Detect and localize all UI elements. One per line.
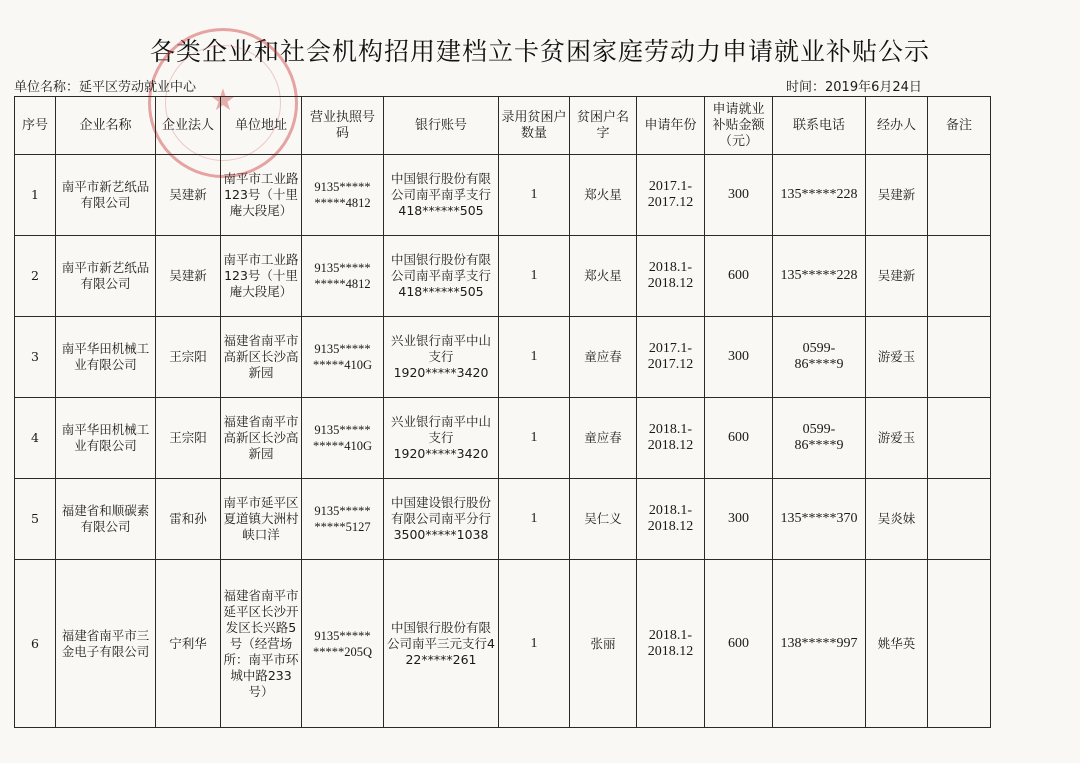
header-cell: 经办人 [866, 97, 928, 155]
phone-cell: 0599- 86****9 [773, 317, 866, 398]
header-cell: 银行账号 [384, 97, 499, 155]
license-cell: 9135***** *****205Q [302, 560, 384, 728]
legal-rep-cell: 王宗阳 [156, 317, 221, 398]
year-cell: 2017.1- 2017.12 [637, 155, 705, 236]
poor-household-cell: 吴仁义 [570, 479, 637, 560]
handler-cell: 游爱玉 [866, 317, 928, 398]
header-cell: 联系电话 [773, 97, 866, 155]
address-cell: 南平市工业路123号（十里庵大段尾） [221, 155, 302, 236]
publish-date: 时间：2019年6月24日 [786, 80, 922, 95]
company-cell: 南平市新艺纸品有限公司 [56, 155, 156, 236]
legal-rep-cell: 宁利华 [156, 560, 221, 728]
header-cell: 贫困户名字 [570, 97, 637, 155]
phone-cell: 135*****228 [773, 155, 866, 236]
note-cell [928, 560, 991, 728]
header-cell: 录用贫困户数量 [499, 97, 570, 155]
license-cell: 9135***** *****4812 [302, 236, 384, 317]
bank-account-cell: 中国银行股份有限公司南平南孚支行 418******505 [384, 236, 499, 317]
note-cell [928, 479, 991, 560]
note-cell [928, 317, 991, 398]
year-cell: 2018.1- 2018.12 [637, 236, 705, 317]
header-cell: 企业法人 [156, 97, 221, 155]
address-cell: 福建省南平市高新区长沙高新园 [221, 317, 302, 398]
legal-rep-cell: 吴建新 [156, 236, 221, 317]
address-cell: 福建省南平市延平区长沙开发区长兴路5号（经营场所：南平市环城中路233号） [221, 560, 302, 728]
header-cell: 申请年份 [637, 97, 705, 155]
header-cell: 备注 [928, 97, 991, 155]
bank-account-cell: 中国银行股份有限公司南平三元支行422*****261 [384, 560, 499, 728]
phone-cell: 135*****370 [773, 479, 866, 560]
address-cell: 福建省南平市高新区长沙高新园 [221, 398, 302, 479]
header-cell: 申请就业补贴金额（元） [705, 97, 773, 155]
count-cell: 1 [499, 317, 570, 398]
table-header-row [15, 97, 991, 155]
license-cell: 9135***** *****410G [302, 317, 384, 398]
subsidy-table [14, 96, 991, 728]
poor-household-cell: 郑火星 [570, 236, 637, 317]
seq-cell: 1 [15, 155, 56, 236]
phone-cell: 135*****228 [773, 236, 866, 317]
license-cell: 9135***** *****4812 [302, 155, 384, 236]
table-row [15, 236, 991, 317]
poor-household-cell: 张丽 [570, 560, 637, 728]
company-cell: 南平市新艺纸品有限公司 [56, 236, 156, 317]
handler-cell: 姚华英 [866, 560, 928, 728]
count-cell: 1 [499, 236, 570, 317]
company-cell: 南平华田机械工业有限公司 [56, 317, 156, 398]
note-cell [928, 236, 991, 317]
handler-cell: 吴建新 [866, 236, 928, 317]
count-cell: 1 [499, 479, 570, 560]
amount-cell: 600 [705, 560, 773, 728]
header-cell: 单位地址 [221, 97, 302, 155]
seq-cell: 2 [15, 236, 56, 317]
poor-household-cell: 郑火星 [570, 155, 637, 236]
address-cell: 南平市延平区夏道镇大洲村峡口洋 [221, 479, 302, 560]
bank-account-cell: 兴业银行南平中山支行 1920*****3420 [384, 317, 499, 398]
poor-household-cell: 童应春 [570, 317, 637, 398]
count-cell: 1 [499, 398, 570, 479]
company-cell: 福建省和顺碳素有限公司 [56, 479, 156, 560]
legal-rep-cell: 王宗阳 [156, 398, 221, 479]
phone-cell: 0599- 86****9 [773, 398, 866, 479]
legal-rep-cell: 吴建新 [156, 155, 221, 236]
table-row [15, 155, 991, 236]
poor-household-cell: 童应春 [570, 398, 637, 479]
header-cell: 企业名称 [56, 97, 156, 155]
bank-account-cell: 兴业银行南平中山支行 1920*****3420 [384, 398, 499, 479]
handler-cell: 吴炎妹 [866, 479, 928, 560]
note-cell [928, 155, 991, 236]
license-cell: 9135***** *****410G [302, 398, 384, 479]
seq-cell: 3 [15, 317, 56, 398]
handler-cell: 吴建新 [866, 155, 928, 236]
amount-cell: 300 [705, 479, 773, 560]
header-cell: 营业执照号码 [302, 97, 384, 155]
year-cell: 2017.1- 2017.12 [637, 317, 705, 398]
year-cell: 2018.1- 2018.12 [637, 560, 705, 728]
amount-cell: 300 [705, 155, 773, 236]
company-cell: 福建省南平市三金电子有限公司 [56, 560, 156, 728]
unit-name: 单位名称：延平区劳动就业中心 [14, 80, 197, 95]
seal-star-icon: ★ [209, 83, 237, 118]
year-cell: 2018.1- 2018.12 [637, 398, 705, 479]
note-cell [928, 398, 991, 479]
page-title: 各类企业和社会机构招用建档立卡贫困家庭劳动力申请就业补贴公示 [149, 37, 930, 66]
company-cell: 南平华田机械工业有限公司 [56, 398, 156, 479]
seq-cell: 4 [15, 398, 56, 479]
table-row [15, 317, 991, 398]
seq-cell: 6 [15, 560, 56, 728]
bank-account-cell: 中国建设银行股份有限公司南平分行 3500*****1038 [384, 479, 499, 560]
seq-cell: 5 [15, 479, 56, 560]
phone-cell: 138*****997 [773, 560, 866, 728]
address-cell: 南平市工业路123号（十里庵大段尾） [221, 236, 302, 317]
license-cell: 9135***** *****5127 [302, 479, 384, 560]
amount-cell: 600 [705, 236, 773, 317]
table-row [15, 560, 991, 728]
amount-cell: 600 [705, 398, 773, 479]
count-cell: 1 [499, 560, 570, 728]
handler-cell: 游爱玉 [866, 398, 928, 479]
year-cell: 2018.1- 2018.12 [637, 479, 705, 560]
legal-rep-cell: 雷和孙 [156, 479, 221, 560]
count-cell: 1 [499, 155, 570, 236]
amount-cell: 300 [705, 317, 773, 398]
header-cell: 序号 [15, 97, 56, 155]
table-row [15, 479, 991, 560]
table-row [15, 398, 991, 479]
bank-account-cell: 中国银行股份有限公司南平南孚支行 418******505 [384, 155, 499, 236]
